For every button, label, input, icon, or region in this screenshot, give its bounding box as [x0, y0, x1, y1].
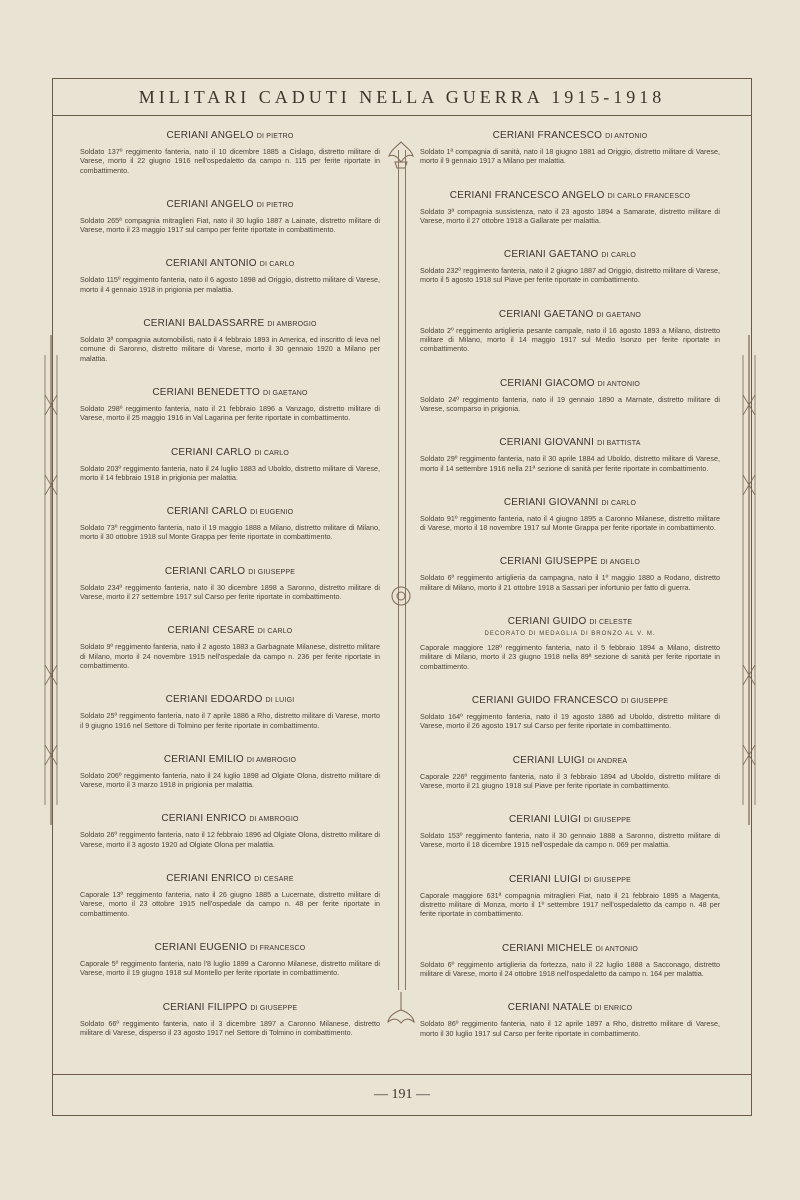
entry-name [80, 625, 380, 636]
entry-surname-given: CERIANI ANGELO [166, 198, 254, 210]
entry-parent: DI GIUSEPPE [584, 817, 631, 825]
entry-surname-given: CERIANI GIUSEPPE [499, 556, 598, 568]
entry-name [420, 874, 720, 885]
entry-surname-given: CERIANI CARLO [164, 565, 246, 577]
entry-record [80, 566, 380, 602]
entry-surname-given: CERIANI GIOVANNI [499, 437, 595, 449]
entry-name [420, 437, 720, 448]
entry-name [420, 378, 720, 389]
entry-parent: DI ENRICO [594, 1005, 633, 1013]
entry-name [420, 309, 720, 320]
entry-parent: DI GIUSEPPE [248, 568, 296, 576]
entry-record [80, 387, 380, 423]
entry-record [80, 130, 380, 175]
entry-text: Soldato 9º reggimento fanteria, nato il 2 agosto 1883 a Garbagnate Milanese, distretto militare di Milano, morto il 24 novembre 1915 nell'ospedale da campo n. 236 per ferite riportate in combattimento. [80, 642, 380, 670]
right-column [420, 130, 720, 1062]
entry-name [420, 755, 720, 766]
center-staff-divider [398, 150, 406, 990]
title-band [53, 79, 751, 116]
entry-parent: DI GIUSEPPE [621, 697, 669, 705]
entry-surname-given: CERIANI EUGENIO [154, 941, 248, 953]
entry-surname-given: CERIANI FRANCESCO ANGELO [449, 189, 605, 201]
entry-record [420, 497, 720, 533]
entry-record [80, 199, 380, 235]
entry-parent: DI AMBROGIO [246, 756, 297, 764]
entry-name [420, 943, 720, 954]
entry-decoration: DECORATO DI MEDAGLIA DI BRONZO AL V. M. [484, 631, 656, 638]
entry-text: Soldato 153º reggimento fanteria, nato il 30 gennaio 1888 a Saronno, distretto militare di Varese, morto il 18 dicembre 1915 nell'ospedale da campo n. 069 per malattia. [420, 831, 720, 850]
entry-name [80, 387, 380, 398]
entry-text: Caporale 226º reggimento fanteria, nato il 3 febbraio 1894 ad Uboldo, distretto militare di Varese, morto il 21 giugno 1918 sul Piave per ferite riportate in combattimento. [420, 771, 720, 790]
entry-surname-given: CERIANI ANTONIO [165, 258, 257, 270]
entry-text: Soldato 29º reggimento fanteria, nato il 30 aprile 1884 ad Uboldo, distretto militare di Varese, morto il 14 settembre 1916 nella 21ª sezione di sanità per ferite riportate in combattimento. [420, 454, 720, 473]
entry-text: Soldato 265ª compagnia mitraglieri Fiat, nato il 30 luglio 1887 a Lainate, distretto militare di Varese, morto il 23 maggio 1917 sul campo per ferite riportate in combattimento. [80, 215, 380, 235]
entry-text: Soldato 2º reggimento artiglieria pesante campale, nato il 16 agosto 1893 a Milano, distretto militare di Milano, morto il 14 maggio 1917 sul Medio Isonzo per ferite riportate in combattimento. [420, 325, 720, 354]
entry-parent: DI CARLO FRANCESCO [607, 192, 691, 200]
entry-surname-given: CERIANI ANGELO [166, 130, 254, 141]
entry-name [80, 942, 380, 953]
entry-record [80, 258, 380, 294]
entry-surname-given: CERIANI CESARE [167, 625, 255, 637]
page-title: MILITARI CADUTI NELLA GUERRA 1915-1918 [138, 86, 666, 107]
entry-parent: DI CARLO [257, 628, 293, 636]
entry-parent: DI AMBROGIO [267, 321, 317, 329]
entry-text: Soldato 6º reggimento artiglieria da fortezza, nato il 22 luglio 1888 a Sacconago, distretto militare di Varese, morto il 24 ottobre 1918 nell'ospedaletto da campo n. 164 per malattia. [420, 959, 720, 978]
entry-parent: DI AMBROGIO [249, 816, 299, 824]
entry-parent: DI ANTONIO [595, 945, 639, 953]
entry-record [420, 695, 720, 731]
entry-record [420, 814, 720, 850]
entry-record [420, 755, 720, 791]
left-fasces-ornament-icon [42, 335, 60, 825]
entry-surname-given: CERIANI BALDASSARRE [143, 318, 265, 330]
entry-record [80, 694, 380, 730]
entry-text: Soldato 234º reggimento fanteria, nato il 30 dicembre 1898 a Saronno, distretto militare di Varese, morto il 27 settembre 1917 sul Carso per ferite riportate in combattimento. [80, 582, 380, 602]
entry-text: Soldato 25º reggimento fanteria, nato il 7 aprile 1886 a Rho, distretto militare di Varese, morto il 9 giugno 1916 nel Settore di Tolmino per ferite riportate in combattimento. [80, 711, 380, 730]
entry-surname-given: CERIANI GIACOMO [500, 377, 595, 389]
entry-text: Soldato 26º reggimento fanteria, nato il 12 febbraio 1896 ad Olgiate Olona, distretto militare di Varese, morto il 3 agosto 1920 ad Olgiate Olona per malattia. [80, 830, 380, 849]
entry-record [420, 378, 720, 414]
rosette-icon [390, 585, 412, 607]
entry-text: Soldato 164º reggimento fanteria, nato il 19 agosto 1886 ad Uboldo, distretto militare di Varese, morto il 26 agosto 1917 sul Carso per ferite riportate in combattimento. [420, 711, 720, 731]
entry-text: Soldato 203º reggimento fanteria, nato il 24 luglio 1883 ad Uboldo, distretto militare di Varese, morto il 14 febbraio 1918 in prigionia per malattia. [80, 463, 380, 482]
entry-record [420, 943, 720, 979]
entry-record [420, 130, 720, 166]
entry-parent: DI GIUSEPPE [250, 1004, 298, 1012]
entry-surname-given: CERIANI LUIGI [509, 873, 582, 885]
entry-record [80, 625, 380, 670]
entry-parent: DI CARLO [601, 252, 637, 260]
entry-text: Caporale 13º reggimento fanteria, nato il 26 giugno 1885 a Lucernate, distretto militare di Varese, morto il 23 ottobre 1915 nell'ospedale da campo n. 48 per ferite riportate in combattimento. [80, 890, 380, 918]
entry-surname-given: CERIANI ENRICO [161, 813, 247, 825]
entry-surname-given: CERIANI GUIDO FRANCESCO [471, 694, 619, 706]
entry-text: Caporale maggiore 128º reggimento fanteria, nato il 5 febbraio 1894 a Milano, distretto militare di Milano, morto il 23 giugno 1918 nella 89ª sezione di sanità per ferite riportate in combattimento. [420, 643, 720, 671]
entry-surname-given: CERIANI FRANCESCO [492, 130, 603, 141]
entry-parent: DI CARLO [254, 449, 290, 457]
entry-parent: DI GAETANO [596, 311, 642, 319]
entry-text: Soldato 73º reggimento fanteria, nato il 19 maggio 1888 a Milano, distretto militare di Milano, morto il 30 ottobre 1918 sul Monte Grappa per ferite riportate in combattimento. [80, 523, 380, 542]
entry-text: Soldato 137º reggimento fanteria, nato il 10 dicembre 1885 a Cislago, distretto militare di Varese, morto il 22 giugno 1916 nell'ospedaletto da campo n. 115 per ferite riportate in combattimento. [80, 147, 380, 175]
entry-name [420, 249, 720, 260]
entry-record [80, 447, 380, 483]
entry-parent: DI CARLO [601, 499, 637, 507]
entry-parent: DI CESARE [254, 876, 294, 884]
entry-record [80, 1002, 380, 1038]
entry-name [80, 694, 380, 705]
entry-record [420, 309, 720, 354]
entry-name [420, 190, 720, 201]
entry-name [420, 1002, 720, 1013]
entry-record [80, 873, 380, 918]
entry-parent: DI BATTISTA [597, 440, 641, 448]
right-fasces-ornament-icon [740, 335, 758, 825]
entry-record [80, 318, 380, 363]
entry-surname-given: CERIANI GAETANO [498, 308, 594, 320]
entry-name [80, 813, 380, 824]
entry-text: Soldato 6º reggimento artiglieria da campagna, nato il 1º maggio 1880 a Rodano, distretto militare di Milano, morto il 21 ottobre 1918 a Sassari per infortunio per fatto di guerra. [420, 573, 720, 592]
entry-name [80, 873, 380, 884]
entry-record [420, 1002, 720, 1038]
entry-name [420, 616, 720, 627]
entry-parent: DI GIUSEPPE [584, 876, 631, 884]
entry-surname-given: CERIANI CARLO [166, 506, 248, 518]
entry-name [80, 318, 380, 329]
entry-name [80, 506, 380, 517]
entry-text: Soldato 3ª compagnia automobilisti, nato il 4 febbraio 1893 in America, ed inscritto di leva nel comune di Saronno, distretto militare di Varese, morto il 30 gennaio 1920 a Milano per malattia. [80, 335, 380, 363]
entry-surname-given: CERIANI MICHELE [501, 942, 593, 954]
entry-name [80, 447, 380, 458]
entry-parent: DI ANTONIO [605, 133, 648, 140]
entry-name [80, 754, 380, 765]
entry-name [80, 130, 380, 141]
entry-parent: DI ANGELO [600, 559, 641, 567]
entry-text: Soldato 86º reggimento fanteria, nato il 12 aprile 1897 a Rho, distretto militare di Varese, morto il 30 luglio 1917 sul Carso per ferite riportate in combattimento. [420, 1019, 720, 1038]
entry-record [420, 874, 720, 919]
entry-record [420, 556, 720, 592]
entry-parent: DI GAETANO [263, 389, 308, 397]
entry-record [420, 437, 720, 473]
entry-surname-given: CERIANI ENRICO [166, 873, 252, 885]
page-number: — 191 — [374, 1087, 430, 1102]
entry-name [420, 497, 720, 508]
entry-parent: DI CELESTE [589, 619, 633, 627]
entry-name [80, 1002, 380, 1013]
entry-parent: DI EUGENIO [250, 509, 294, 517]
entry-text: Soldato 1ª compagnia di sanità, nato il 18 giugno 1881 ad Origgio, distretto militare di Varese, morto il 9 gennaio 1917 a Milano per malattia. [420, 147, 720, 166]
entry-surname-given: CERIANI GIOVANNI [503, 496, 599, 508]
entry-text: Caporale 5º reggimento fanteria, nato l'8 luglio 1899 a Caronno Milanese, distretto militare di Varese, morto il 19 giugno 1918 sul Montello per ferite riportate in combattimento. [80, 958, 380, 978]
entry-name [420, 130, 720, 141]
entry-name [420, 556, 720, 567]
entry-text: Soldato 66º reggimento fanteria, nato il 3 dicembre 1897 a Caronno Milanese, distretto militare di Varese, disperso il 23 agosto 1917 nel Settore di Tolmino in combattimento. [80, 1018, 380, 1037]
entry-name [420, 814, 720, 825]
entry-parent: DI LUIGI [265, 697, 295, 705]
entry-surname-given: CERIANI GUIDO [507, 616, 587, 628]
entry-record [420, 616, 720, 671]
entry-surname-given: CERIANI LUIGI [512, 754, 585, 766]
entry-surname-given: CERIANI LUIGI [509, 814, 582, 826]
entry-surname-given: CERIANI FILIPPO [162, 1001, 248, 1013]
entry-record [80, 754, 380, 790]
entry-record [80, 813, 380, 849]
entry-text: Soldato 232º reggimento fanteria, nato il 2 giugno 1887 ad Origgio, distretto militare di Varese, morto il 5 agosto 1918 sul Piave per ferite riportate in combattimento. [420, 266, 720, 285]
entry-text: Soldato 115º reggimento fanteria, nato il 6 agosto 1898 ad Origgio, distretto militare di Varese, morto il 4 gennaio 1918 in prigionia per malattia. [80, 275, 380, 294]
entry-surname-given: CERIANI GAETANO [503, 249, 599, 261]
entry-surname-given: CERIANI EDOARDO [165, 694, 263, 706]
entry-name [80, 199, 380, 210]
entry-text: Soldato 24º reggimento fanteria, nato il 19 gennaio 1890 a Marnate, distretto militare di Varese, scomparso in prigionia. [420, 394, 720, 413]
entry-record [80, 506, 380, 542]
entry-parent: DI PIETRO [256, 201, 294, 209]
entry-surname-given: CERIANI BENEDETTO [152, 386, 261, 398]
acanthus-ornament-icon [385, 990, 417, 1025]
entry-text: Soldato 3ª compagnia sussistenza, nato il 23 agosto 1894 a Samarate, distretto militare di Varese, morto il 27 ottobre 1918 a Gallarate per malattia. [420, 206, 720, 225]
entry-parent: DI ANDREA [587, 757, 628, 765]
entry-text: Soldato 298º reggimento fanteria, nato il 21 febbraio 1896 a Vanzago, distretto militare di Varese, morto il 25 maggio 1916 in Val Lagarina per ferite riportate in combattimento. [80, 403, 380, 423]
entry-name [80, 566, 380, 577]
entry-record [420, 190, 720, 226]
entry-text: Soldato 91º reggimento fanteria, nato il 4 giugno 1895 a Caronno Milanese, distretto militare di Varese, morto il 18 novembre 1917 sul Monte Grappa per ferite riportate in combattimento. [420, 513, 720, 533]
entry-parent: DI FRANCESCO [250, 944, 306, 952]
left-column [80, 130, 380, 1061]
entry-name [420, 695, 720, 706]
entry-surname-given: CERIANI CARLO [170, 446, 252, 458]
entry-record [420, 249, 720, 285]
entry-text: Caporale maggiore 631ª compagnia mitraglieri Fiat, nato il 21 febbraio 1895 a Magenta, distretto militare di Monza, morto il 1º settembre 1917 nell'ospedaletto da campo n. 48 per ferite riportate in combattimento. [420, 890, 720, 919]
entry-parent: DI ANTONIO [597, 380, 640, 388]
entry-surname-given: CERIANI EMILIO [163, 753, 244, 765]
entry-name [80, 258, 380, 269]
entry-surname-given: CERIANI NATALE [507, 1002, 592, 1014]
entry-text: Soldato 206º reggimento fanteria, nato il 24 luglio 1898 ad Olgiate Olona, distretto militare di Varese, morto il 3 marzo 1918 in prigionia per malattia. [80, 770, 380, 790]
entry-parent: DI CARLO [259, 261, 295, 269]
footer-band [53, 1074, 751, 1115]
entry-record [80, 942, 380, 978]
entry-parent: DI PIETRO [256, 133, 294, 140]
